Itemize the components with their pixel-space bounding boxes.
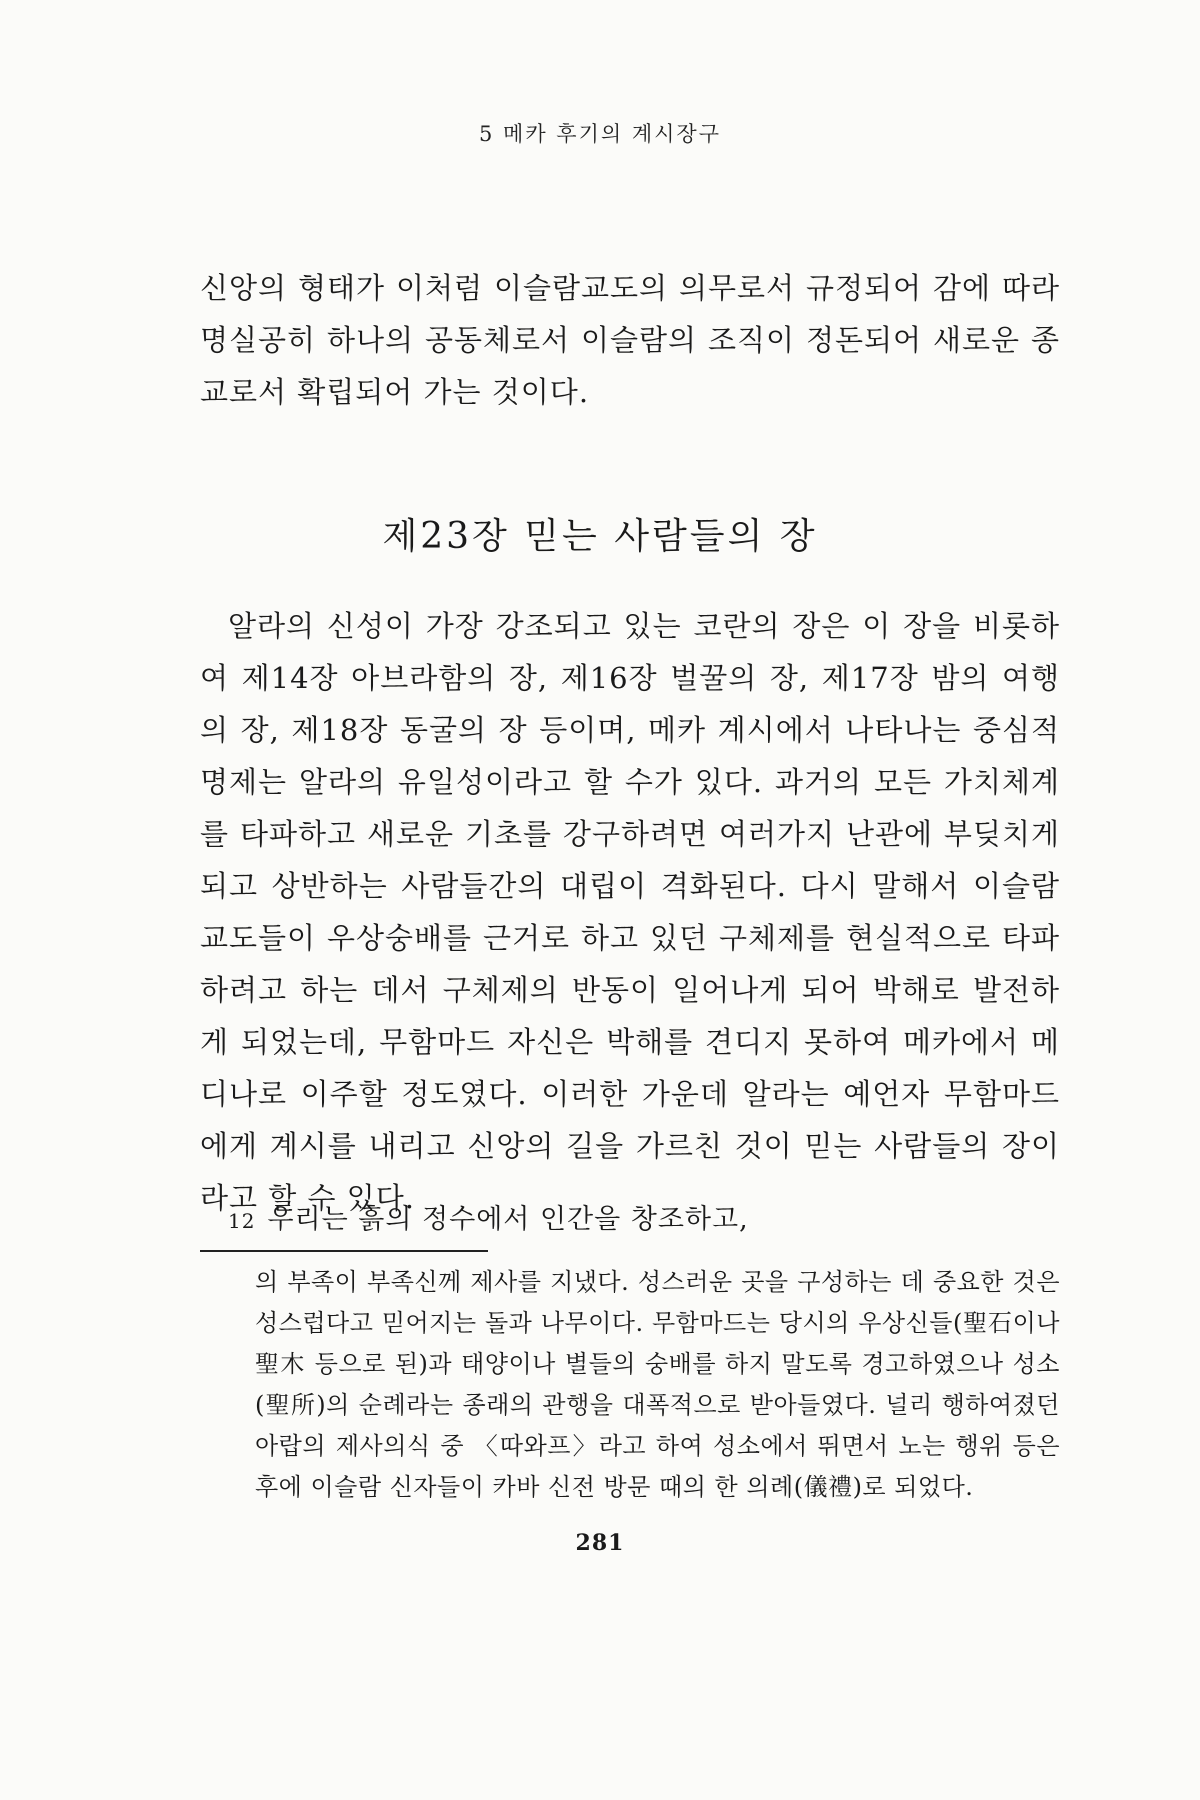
verse-line — [228, 1197, 749, 1236]
intro-paragraph-block — [200, 262, 1060, 418]
page-number: 281 — [575, 1530, 625, 1556]
verse-text: 우리는 흙의 정수에서 인간을 창조하고, — [267, 1204, 749, 1235]
chapter-title: 제23장 믿는 사람들의 장 — [382, 516, 818, 557]
intro-paragraph: 신앙의 형태가 이처럼 이슬람교도의 의무로서 규정되어 감에 따라 명실공히 하나의 공동체로서 이슬람의 조직이 정돈되어 새로운 종교로서 확립되어 가는 것이다. — [200, 271, 1060, 409]
body-paragraph: 알라의 신성이 가장 강조되고 있는 코란의 장은 이 장을 비롯하여 제14장 아브라함의 장, 제16장 벌꿀의 장, 제17장 밤의 여행의 장, 제18장 동굴의 장 등이며, 메카 계시에서 나타나는 중심적 명제는 알라의 유일성이라고 할 수가 있다. 과거의 모든 가치체계를 타파하고 새로운 기초를 강구하려면 여러가지 난관에 부딪치게 되고 상반하는 사람들간의 대립이 격화된다. 다시 말해서 이슬람교도들이 우상숭배를 근거로 하고 있던 구체제를 현실적으로 타파하려고 하는 데서 구체제의 반동이 일어나게 되어 박해로 발전하게 되었는데, 무함마드 자신은 박해를 견디지 못하여 메카에서 메디나로 이주할 정도였다. 이러한 가운데 알라는 예언자 무함마드에게 계시를 내리고 신앙의 길을 가르친 것이 믿는 사람들의 장이라고 할 수 있다. — [200, 609, 1060, 1215]
footnote-divider — [200, 1250, 488, 1252]
verse-number: 12 — [228, 1209, 256, 1233]
running-head: 5 메카 후기의 계시장구 — [479, 122, 721, 146]
footnote-block — [255, 1262, 1060, 1508]
footnote-text: 의 부족이 부족신께 제사를 지냈다. 성스러운 곳을 구성하는 데 중요한 것은 성스럽다고 믿어지는 돌과 나무이다. 무함마드는 당시의 우상신들(聖石이나 聖木 등으로 된)과 태양이나 별들의 숭배를 하지 말도록 경고하였으나 성소(聖所)의 순례라는 종래의 관행을 대폭적으로 받아들였다. 널리 행하여졌던 아랍의 제사의식 중 〈따와프〉라고 하여 성소에서 뛰면서 노는 행위 등은 후에 이슬람 신자들이 카바 신전 방문 때의 한 의례(儀禮)로 되었다. — [255, 1268, 1060, 1501]
body-paragraph-block — [200, 600, 1060, 1224]
